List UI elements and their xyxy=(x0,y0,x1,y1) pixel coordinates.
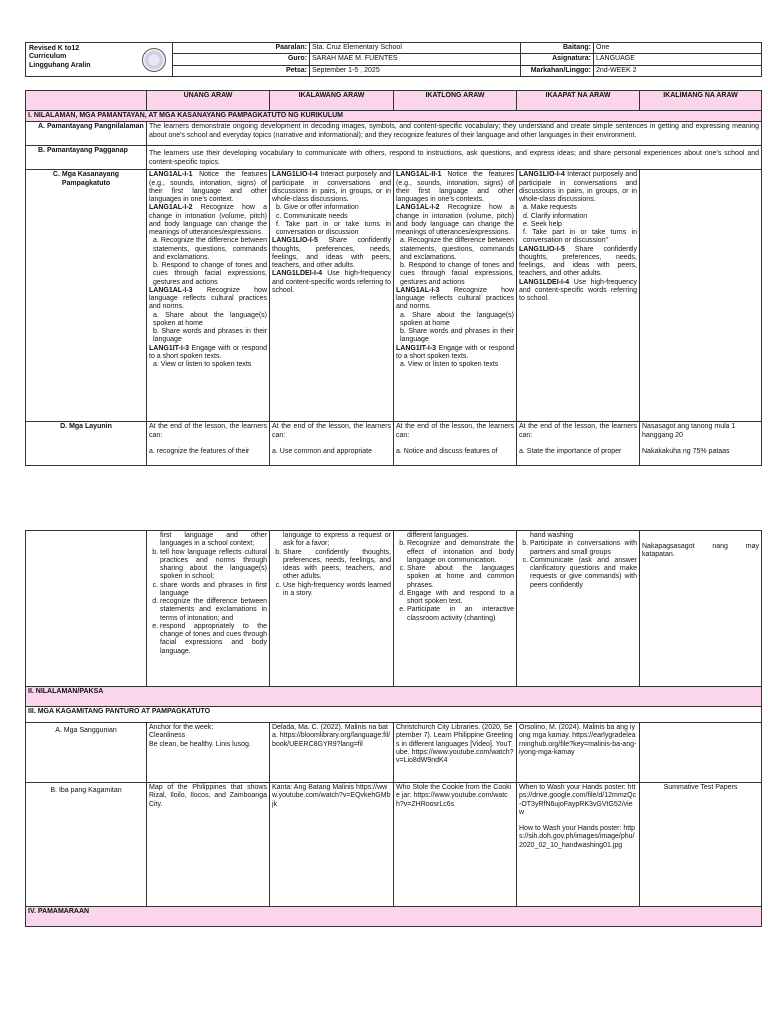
layunin-day-3 xyxy=(394,422,517,466)
kagamitan-day-2: Kanta: Ang Batang Malinis https://www.youtube.com/watch?v=EQvkehGMbjk xyxy=(270,783,394,907)
layunin-cont-first: first language and other languages in a school context; xyxy=(160,532,267,548)
header-left xyxy=(26,43,173,77)
layunin-text: Nasasagot ang tanong mula 1 hanggang 20 xyxy=(642,423,736,439)
competency-line: LANG1IT-I-3 Engage with or respond to a short spoken texts. xyxy=(149,344,267,360)
objective-item: e. Participate in an interactive classroom activity (chanting) xyxy=(407,606,514,623)
sanggunian-day-2: Delada, Ma. C. (2022). Malinis na bata. https://bloomlibrary.org/language:fil/book/UEERC8GYR9?lang=fil xyxy=(270,723,394,783)
day-5-header: IKALIMANG NA ARAW xyxy=(640,91,762,111)
kasanayan-day-2 xyxy=(270,170,394,422)
sanggunian-line: Be clean, be healthy. Linis lusog. xyxy=(149,740,251,748)
objective-item: e. respond appropriately to the change of tones and cues through facial expressions and body language. xyxy=(160,623,267,656)
header-table xyxy=(25,42,762,77)
kagamitan-poster-1: When to Wash your Hands poster: https://drive.google.com/file/d/12mmzQc-OT3yRfN6ujoFaypRK3vGVtG52/view xyxy=(519,784,637,816)
layunin-cont-day-1 xyxy=(147,531,270,687)
layunin-item: a. Use common and appropriate xyxy=(272,447,372,455)
kasanayan-day-5 xyxy=(640,170,762,422)
layunin-intro: At the end of the lesson, the learners can: xyxy=(519,423,637,439)
competency-line: d. Clarify information xyxy=(523,212,588,220)
day-3-header: IKATLONG ARAW xyxy=(394,91,517,111)
section-3-title: III. MGA KAGAMITANG PANTURO AT PAMPAGKATUTO xyxy=(26,707,762,723)
guro-value: SARAH MAE M. FUENTES xyxy=(310,54,521,65)
kasanayan-label: C. Mga Kasanayang Pampagkatuto xyxy=(26,170,147,422)
kagamitan-day-4 xyxy=(517,783,640,907)
layunin-text: Nakakakuha ng 75% pataas xyxy=(642,447,730,455)
competency-line: f. Take part in or take turns in conversation or discussion xyxy=(276,220,391,236)
competency-code: LANG1LIO-I-4 xyxy=(272,171,318,179)
header-left-3: Lingguhang Aralin xyxy=(29,61,91,69)
competency-line: LANG1AL-I-2 Recognize how a change in intonation (volume, pitch) and body language can change the meanings of utterances/expressions. xyxy=(149,204,267,236)
layunin-cont-label xyxy=(26,531,147,687)
competency-code: LANG1AL-II-1 xyxy=(396,171,442,179)
competency-code: LANG1AL-I-2 xyxy=(396,204,440,212)
competency-line: a. Share about the language(s) spoken at home xyxy=(400,311,514,327)
layunin-day-5 xyxy=(640,422,762,466)
objective-item: b. tell how language reflects cultural practices and norms through sharing about the language(s) spoken in school; xyxy=(160,549,267,582)
day-1-header: UNANG ARAW xyxy=(147,91,270,111)
layunin-day-1 xyxy=(147,422,270,466)
competency-line: b. Give or offer information xyxy=(276,204,359,212)
lesson-table-page2 xyxy=(25,530,762,927)
objective-item: c. share words and phrases in first language xyxy=(160,582,267,599)
day-2-header: IKALAWANG ARAW xyxy=(270,91,394,111)
guro-label: Guro: xyxy=(173,54,310,65)
objective-item: d. Engage with and respond to a short spoken text. xyxy=(407,590,514,607)
kasanayan-day-1 xyxy=(147,170,270,422)
objective-item: b. Participate in conversations with partners and small groups xyxy=(530,540,637,557)
competency-line: c. Communicate needs xyxy=(276,212,348,220)
competency-code: LANG1AL-I-3 xyxy=(396,286,440,294)
sanggunian-day-4: Orsolino, M. (2024). Malinis ba ang iyong mga kamay. https://earlygradelearninghub.org/file?key=malinis-ba-ang-iyong-mga-kamay xyxy=(517,723,640,783)
competency-line: LANG1AL-I-2 Recognize how a change in intonation (volume, pitch) and body language can change the meanings of utterances/expressions. xyxy=(396,204,514,236)
competency-line: b. Respond to change of tones and cues through facial expressions, gestures and actions xyxy=(400,262,514,286)
markahan-label: Markahan/Linggo: xyxy=(521,65,594,76)
competency-line: LANG1IT-I-3 Engage with or respond to a short spoken texts. xyxy=(396,344,514,360)
sanggunian-day-5 xyxy=(640,723,762,783)
layunin-cont-day-2 xyxy=(270,531,394,687)
competency-code: LANG1AL-I-2 xyxy=(149,204,193,212)
header-left-2: Curriculum xyxy=(29,53,67,61)
layunin-item: a. recognize the features of their xyxy=(149,447,250,455)
kagamitan-poster-2: How to Wash your Hands poster: https://sih.doh.gov.ph/images/image/phu/2020_02_10_handwashing01.jpg xyxy=(519,825,636,849)
pamantayang-pangnilalaman-text: The learners demonstrate ongoing development in decoding images, symbols, and content-specific vocabulary; they understand and create simple sentences in getting and expressing meaning about one's school and everyday topics (narrative and informational); and they recognize features of their language and other languages in their environment. xyxy=(147,122,762,146)
competency-line: b. Share words and phrases in their language xyxy=(400,328,514,344)
petsa-label: Petsa: xyxy=(173,65,310,76)
sanggunian-line: Cleanliness xyxy=(149,732,186,740)
kagamitan-day-5: Summative Test Papers xyxy=(640,783,762,907)
competency-code: LANG1AL-I-1 xyxy=(149,171,193,179)
asignatura-label: Asignatura: xyxy=(521,54,594,65)
competency-line: e. Seek help xyxy=(523,220,562,228)
competency-code: LANG1LIO-I-4 xyxy=(519,171,565,179)
iba-pang-kagamitan-label: B. Iba pang Kagamitan xyxy=(26,783,147,907)
section-4-title: IV. PAMAMARAAN xyxy=(26,907,762,927)
objective-item: b. Recognize and demonstrate the effect of intonation and body language on communication. xyxy=(407,540,514,565)
layunin-cont-first: different languages. xyxy=(407,532,469,539)
competency-code: LANG1LDEI-I-4 xyxy=(519,278,570,286)
layunin-cont-list xyxy=(519,540,637,590)
objective-item: c. Use high-frequency words learned in a story. xyxy=(283,582,391,599)
competency-line: LANG1AL-I-3 Recognize how language reflects cultural practices and norms. xyxy=(396,286,514,311)
paaralan-value: Sta. Cruz Elementary School xyxy=(310,43,521,54)
layunin-day-4 xyxy=(517,422,640,466)
layunin-cont-first: hand washing xyxy=(530,532,574,539)
competency-line: a. Make requests xyxy=(523,204,577,212)
header-left-1: Revised K to12 xyxy=(29,45,80,52)
competency-line: a. Share about the language(s) spoken at home xyxy=(153,311,267,327)
lesson-table-page1 xyxy=(25,90,762,466)
sanggunian-day-1 xyxy=(147,723,270,783)
corner-cell xyxy=(26,91,147,111)
objective-item: c. Share about the languages spoken at home and common phrases. xyxy=(407,565,514,590)
layunin-cont-list xyxy=(396,540,514,623)
baitang-label: Baitang: xyxy=(521,43,594,54)
competency-line: LANG1LIO-I-5 Share confidently thoughts, preferences, needs, feelings, and ideas with peers, teachers, and other adults. xyxy=(519,245,637,278)
competency-code: LANG1IT-I-3 xyxy=(396,344,437,352)
day-4-header: IKAAPAT NA ARAW xyxy=(517,91,640,111)
layunin-label: D. Mga Layunin xyxy=(26,422,147,466)
pamantayang-pagganap-label: B. Pamantayang Pagganap xyxy=(26,146,147,170)
competency-code: LANG1LIO-I-5 xyxy=(519,245,565,253)
competency-code: LANG1IT-I-3 xyxy=(149,344,190,352)
layunin-cont-list xyxy=(272,549,391,599)
competency-line: LANG1AL-I-3 Recognize how language reflects cultural practices and norms. xyxy=(149,286,267,311)
layunin-cont-day-4 xyxy=(517,531,640,687)
pamantayang-pangnilalaman-label: A. Pamantayang Pangnilalaman xyxy=(26,122,147,146)
deped-seal-icon xyxy=(142,48,166,72)
competency-line: a. View or listen to spoken texts xyxy=(400,361,499,368)
sanggunian-label: A. Mga Sanggunian xyxy=(26,723,147,783)
layunin-item: a. State the importance of proper xyxy=(519,447,622,455)
layunin-item: a. Notice and discuss features of xyxy=(396,447,498,455)
pamantayang-pagganap-text: The learners use their developing vocabulary to communicate with others, respond to instructions, ask questions, and express ideas; and share personal experiences about one's school and content-specific topics. xyxy=(147,146,762,170)
competency-line: f. Take part in or take turns in conversation or discussion" xyxy=(523,229,637,245)
competency-line: a. Recognize the difference between statements, questions, commands and exclamations. xyxy=(400,237,514,261)
competency-line: b. Respond to change of tones and cues through facial expressions, gestures and actions xyxy=(153,262,267,286)
competency-line: LANG1LDEI-I-4 Use high-frequency and content-specific words referring to school. xyxy=(272,270,391,294)
objective-item: d. recognize the difference between statements and exclamations in terms of intonation; and xyxy=(160,598,267,623)
layunin-cont-day-5: Nakapagsasagot nang may katapatan. xyxy=(640,531,762,687)
baitang-value: One xyxy=(594,43,762,54)
section-2-title: II. NILALAMAN/PAKSA xyxy=(26,687,762,707)
paaralan-label: Paaralan: xyxy=(173,43,310,54)
competency-line: LANG1AL-I-1 Notice the features (e.g., sounds, intonation, signs) of their first language and other languages in one's context. xyxy=(149,171,267,203)
competency-line: LANG1LIO-I-4 Interact purposely and participate in conversations and discussions in pairs, in groups, or in whole-class discussions. xyxy=(519,171,637,203)
competency-line: LANG1LIO-I-4 Interact purposely and participate in conversations and discussions in pairs, in groups, or in whole-class discussions. xyxy=(272,171,391,203)
competency-code: LANG1LDEI-I-4 xyxy=(272,270,323,278)
section-1-title: I. NILALAMAN, MGA PAMANTAYAN, AT MGA KASANAYANG PAMPAGKATUTO NG KURIKULUM xyxy=(26,111,762,122)
layunin-intro: At the end of the lesson, the learners can: xyxy=(396,423,514,439)
objective-item: b. Share confidently thoughts, preferences, needs, feelings, and ideas with peers, teachers, and other adults. xyxy=(283,549,391,582)
layunin-cont-first: language to express a request or ask for a favor; xyxy=(283,532,391,548)
competency-line: LANG1AL-II-1 Notice the features (e.g., sounds, intonation, signs) of their first language and other languages in one's contexts. xyxy=(396,171,514,203)
objective-item: c. Communicate (ask and answer clarificatory questions and make requests or give commands) with peers confidently xyxy=(530,557,637,590)
layunin-intro: At the end of the lesson, the learners can: xyxy=(149,423,267,439)
layunin-day-2 xyxy=(270,422,394,466)
petsa-value: September 1-5 , 2025 xyxy=(310,65,521,76)
layunin-cont-list xyxy=(149,549,267,656)
layunin-cont-day-3 xyxy=(394,531,517,687)
markahan-value: 2nd-WEEK 2 xyxy=(594,65,762,76)
competency-line: a. View or listen to spoken texts xyxy=(153,361,252,368)
kagamitan-day-1: Map of the Philippines that shows Rizal, Iloilo, Ilocos, and Zamboanga City. xyxy=(147,783,270,907)
competency-line: a. Recognize the difference between statements, questions, commands and exclamations. xyxy=(153,237,267,261)
competency-code: LANG1AL-I-3 xyxy=(149,286,193,294)
competency-line: b. Share words and phrases in their language xyxy=(153,328,267,344)
sanggunian-line: Anchor for the week: xyxy=(149,724,214,731)
kasanayan-day-4 xyxy=(517,170,640,422)
competency-code: LANG1LIO-I-5 xyxy=(272,237,318,245)
sanggunian-day-3: Christchurch City Libraries. (2020, September 7). Learn Philippine Greetings in different languages [Video]. YouTube. https://www.youtube.com/watch?v=Lio8dW9ndK4 xyxy=(394,723,517,783)
layunin-intro: At the end of the lesson, the learners can: xyxy=(272,423,391,439)
kasanayan-day-3 xyxy=(394,170,517,422)
competency-line: LANG1LDEI-I-4 Use high-frequency and content-specific words referring to school. xyxy=(519,278,637,302)
competency-line: LANG1LIO-I-5 Share confidently thoughts, preferences, needs, feelings, and ideas with peers, teachers, and other adults. xyxy=(272,237,391,269)
kagamitan-day-3: Who Stole the Cookie from the Cookie jar: https://www.youtube.com/watch?v=ZHRoosrLc6s xyxy=(394,783,517,907)
asignatura-value: LANGUAGE xyxy=(594,54,762,65)
